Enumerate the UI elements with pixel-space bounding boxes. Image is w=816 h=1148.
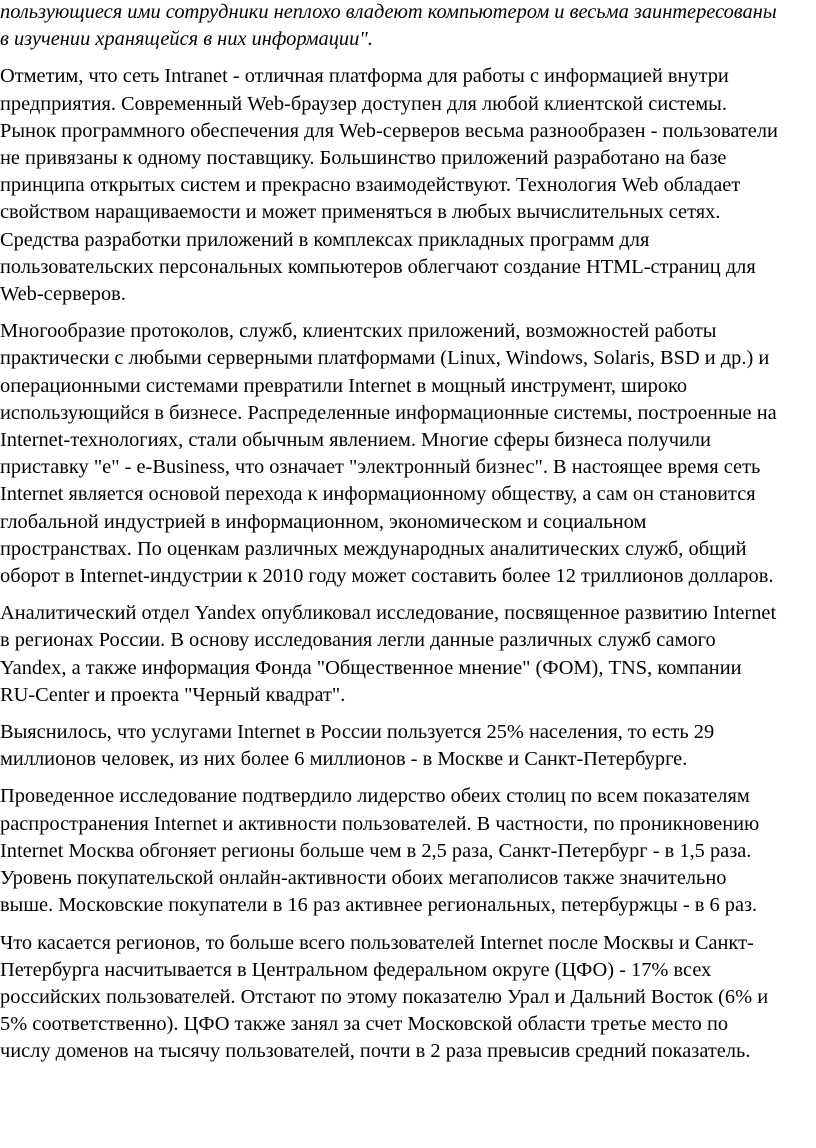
text-line: Рынок программного обеспечения для Web-серверов весьма разнообразен - пользователи xyxy=(0,119,778,142)
paragraph-capitals-leadership xyxy=(0,783,810,919)
text-line: пространствах. По оценкам различных международных аналитических служб, общий xyxy=(0,537,747,560)
text-line: RU-Center и проекта "Черный квадрат". xyxy=(0,683,346,706)
text-line: Что касается регионов, то больше всего пользователей Internet после Москвы и Санкт- xyxy=(0,931,754,954)
paragraph-intro-quote xyxy=(0,0,810,53)
text-line: не привязаны к одному поставщику. Большинство приложений разработано на базе xyxy=(0,147,727,170)
text-line: распространения Internet и активности пользователей. В частности, по проникновению xyxy=(0,812,760,835)
paragraph-yandex-research xyxy=(0,600,810,709)
text-line: 5% соответственно). ЦФО также занял за счет Московской области третье место по xyxy=(0,1013,729,1036)
text-line: свойством наращиваемости и может применяться в любых вычислительных сетях. xyxy=(0,201,721,224)
text-line: пользовательских персональных компьютеров облегчают создание HTML-страниц для xyxy=(0,255,756,278)
paragraph-regions xyxy=(0,930,810,1066)
text-line: в изучении хранящейся в них информации". xyxy=(0,28,373,51)
text-line: использующийся в бизнесе. Распределенные информационные системы, построенные на xyxy=(0,401,777,424)
text-line: Проведенное исследование подтвердило лидерство обеих столиц по всем показателям xyxy=(0,785,750,808)
text-line: Отметим, что сеть Intranet - отличная платформа для работы с информацией внутри xyxy=(0,65,729,88)
text-line: Web-серверов. xyxy=(0,283,126,306)
paragraph-intranet xyxy=(0,63,810,308)
text-line: принципа открытых систем и прекрасно взаимодействуют. Технология Web обладает xyxy=(0,174,741,197)
text-line: числу доменов на тысячу пользователей, почти в 2 раза превысив средний показатель. xyxy=(0,1040,751,1063)
text-line: Уровень покупательской онлайн-активности обоих мегаполисов также значительно xyxy=(0,867,727,890)
text-line: в регионах России. В основу исследования легли данные различных служб самого xyxy=(0,629,716,652)
text-line: глобальной индустрией в информационном, экономическом и социальном xyxy=(0,510,647,533)
text-line: Выяснилось, что услугами Internet в России пользуется 25% населения, то есть 29 xyxy=(0,721,715,744)
text-line: российских пользователей. Отстают по этому показателю Урал и Дальний Восток (6% и xyxy=(0,985,769,1008)
paragraph-protocols xyxy=(0,318,810,590)
text-line: Средства разработки приложений в комплексах прикладных программ для xyxy=(0,228,650,251)
text-line: Аналитический отдел Yandex опубликовал исследование, посвященное развитию Internet xyxy=(0,602,777,625)
text-line: операционными системами превратили Internet в мощный инструмент, широко xyxy=(0,374,688,397)
text-line: предприятия. Современный Web-браузер доступен для любой клиентской системы. xyxy=(0,92,727,115)
text-line: Internet-технологиях, стали обычным явлением. Многие сферы бизнеса получили xyxy=(0,429,711,452)
paragraph-users-share xyxy=(0,719,810,773)
text-line: миллионов человек, из них более 6 миллионов - в Москве и Санкт-Петербурге. xyxy=(0,748,688,771)
text-line: практически с любыми серверными платформами (Linux, Windows, Solaris, BSD и др.) и xyxy=(0,347,770,370)
text-line: оборот в Internet-индустрии к 2010 году может составить более 12 триллионов долларов. xyxy=(0,565,774,588)
text-line: Многообразие протоколов, служб, клиентских приложений, возможностей работы xyxy=(0,320,717,343)
text-line: выше. Московские покупатели в 16 раз активнее региональных, петербуржцы - в 6 раз. xyxy=(0,894,758,917)
text-line: Internet Москва обгоняет регионы больше чем в 2,5 раза, Санкт-Петербург - в 1,5 раза. xyxy=(0,839,752,862)
text-line: приставку "е" - e-Business, что означает "электронный бизнес". В настоящее время сеть xyxy=(0,456,761,479)
text-line: Internet является основой перехода к информационному обществу, а сам он становится xyxy=(0,483,756,506)
text-line: Петербурга насчитывается в Центральном федеральном округе (ЦФО) - 17% всех xyxy=(0,958,712,981)
text-line: пользующиеся ими сотрудники неплохо владеют компьютером и весьма заинтересованы xyxy=(0,1,777,23)
text-line: Yandex, а также информация Фонда "Общественное мнение" (ФОМ), TNS, компании xyxy=(0,656,742,679)
